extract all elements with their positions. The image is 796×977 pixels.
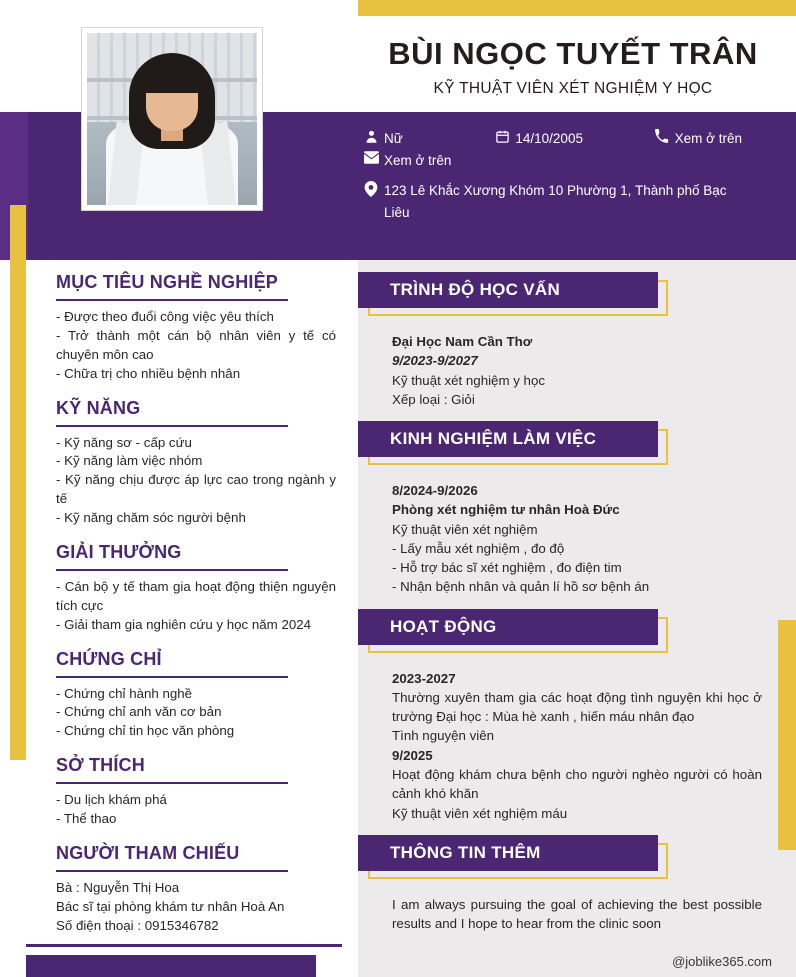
section-title: SỞ THÍCH [56, 755, 145, 776]
section-rule [56, 425, 288, 427]
section-rule [56, 299, 288, 301]
calendar-icon [489, 128, 515, 150]
left-column [56, 272, 336, 950]
contact-phone-value: Xem ở trên [674, 131, 743, 146]
section-education [358, 272, 796, 417]
yellow-left-accent [10, 205, 26, 760]
section-line: - Chứng chỉ hành nghề [56, 685, 193, 701]
section-line: - Du lịch khám phá [56, 792, 167, 808]
activity-line: Hoạt động khám chưa bệnh cho người nghèo người có hoàn cảnh khó khăn [392, 766, 762, 802]
section-title: CHỨNG CHỈ [56, 648, 162, 669]
right-column [358, 272, 796, 945]
section-body [358, 879, 796, 942]
contact-block [358, 128, 788, 232]
section-line: Bác sĩ tại phòng khám tư nhân Hoà An [56, 898, 285, 914]
experience-line: - Lấy mẫu xét nghiệm , đo độ [392, 540, 565, 556]
section-experience [358, 421, 796, 605]
section-header-title: THÔNG TIN THÊM [358, 835, 658, 871]
section-header [358, 272, 796, 316]
additional-info-text: I am always pursuing the goal of achieving the best possible results and I hope to hear from the clinic soon [392, 896, 762, 932]
section-line: - Kỹ năng chịu được áp lực cao trong ngành y tế [56, 472, 336, 507]
activity-line: Thường xuyên tham gia các hoạt động tình nguyện khi học ở trường Đại học : Mùa hè xanh , hiến máu nhân đạo [392, 689, 762, 725]
contact-gender [358, 128, 489, 150]
section-line: - Được theo đuổi công việc yêu thích [56, 309, 274, 324]
contact-address [358, 180, 788, 223]
contact-gender-value: Nữ [384, 131, 403, 146]
contact-phone [649, 128, 788, 150]
person-icon [358, 128, 384, 150]
education-line: Xếp loại : Giỏi [392, 391, 475, 407]
education-period: 9/2023-9/2027 [392, 353, 478, 369]
section-rule [56, 676, 288, 678]
section-line: - Kỹ năng sơ - cấp cứu [56, 434, 192, 450]
contact-email [358, 150, 788, 172]
section-hobbies [56, 755, 336, 829]
contact-email-value: Xem ở trên [384, 152, 452, 168]
job-title: KỸ THUẬT VIÊN XÉT NGHIỆM Y HỌC [433, 80, 713, 97]
section-certificates [56, 649, 336, 742]
section-body [358, 465, 796, 605]
section-rule [56, 569, 288, 571]
section-line: - Thể thao [56, 811, 117, 826]
contact-birthdate [489, 128, 648, 150]
map-pin-icon [358, 180, 384, 197]
experience-line: - Nhận bệnh nhân và quản lí hồ sơ bệnh án [392, 579, 650, 595]
section-line: - Cán bộ y tế tham gia hoạt động thiện nguyện tích cực [56, 578, 336, 613]
section-header [358, 835, 796, 879]
section-line: - Kỹ năng chăm sóc người bệnh [56, 510, 246, 525]
section-career-objective [56, 272, 336, 384]
experience-line: - Hỗ trợ bác sĩ xét nghiệm , đo điện tim [392, 560, 622, 576]
activity-period: 2023-2027 [392, 670, 456, 686]
section-header [358, 421, 796, 465]
avatar [82, 28, 262, 210]
section-title: KỸ NĂNG [56, 397, 141, 418]
section-additional-info [358, 835, 796, 942]
section-header-title: KINH NGHIỆM LÀM VIỆC [358, 421, 658, 457]
section-header-title: HOẠT ĐỘNG [358, 609, 658, 645]
section-references [56, 843, 336, 936]
section-activities [358, 609, 796, 831]
section-rule [56, 870, 288, 872]
section-line: - Chữa trị cho nhiều bệnh nhân [56, 365, 241, 381]
section-title: NGƯỜI THAM CHIẾU [56, 842, 240, 863]
activity-period: 9/2025 [392, 747, 433, 763]
section-awards [56, 542, 336, 635]
activity-line: Kỹ thuật viên xét nghiệm máu [392, 805, 568, 821]
section-title: MỤC TIÊU NGHỀ NGHIỆP [56, 272, 279, 292]
section-header [358, 609, 796, 653]
section-line: - Chứng chỉ tin học văn phòng [56, 723, 235, 739]
section-line: - Giải tham gia nghiên cứu y học năm 2024 [56, 616, 312, 632]
section-skills [56, 398, 336, 528]
experience-line: Kỹ thuật viên xét nghiệm [392, 521, 538, 537]
yellow-top-bar [358, 0, 796, 16]
section-line: Bà : Nguyễn Thị Hoa [56, 879, 180, 895]
section-line: Số điện thoại : 0915346782 [56, 917, 219, 933]
section-title: GIẢI THƯỞNG [56, 541, 182, 562]
section-line: - Trở thành một cán bộ nhân viên y tế có chuyên môn cao [56, 327, 336, 362]
education-line: Kỹ thuật xét nghiệm y học [392, 372, 545, 388]
section-body [358, 653, 796, 831]
contact-address-value: 123 Lê Khắc Xương Khóm 10 Phường 1, Thành phố Bạc Liêu [384, 183, 727, 220]
activity-line: Tình nguyện viên [392, 728, 495, 744]
bottom-left-purple-block [26, 955, 316, 977]
experience-period: 8/2024-9/2026 [392, 483, 478, 499]
section-header-title: TRÌNH ĐỘ HỌC VẤN [358, 272, 658, 308]
footer-credit: @joblike365.com [672, 954, 772, 969]
avatar-photo [87, 33, 257, 205]
education-school: Đại Học Nam Cần Thơ [392, 334, 533, 349]
section-line: - Chứng chỉ anh văn cơ bản [56, 704, 222, 720]
contact-birthdate-value: 14/10/2005 [515, 131, 583, 146]
section-body [358, 316, 796, 417]
section-rule [56, 782, 288, 784]
experience-place: Phòng xét nghiệm tư nhân Hoà Đức [392, 502, 620, 518]
page-title: BÙI NGỌC TUYẾT TRÂN [388, 36, 758, 71]
envelope-icon [358, 150, 384, 164]
section-line: - Kỹ năng làm việc nhóm [56, 453, 203, 469]
contact-row-top [358, 128, 788, 150]
phone-icon [649, 128, 675, 150]
